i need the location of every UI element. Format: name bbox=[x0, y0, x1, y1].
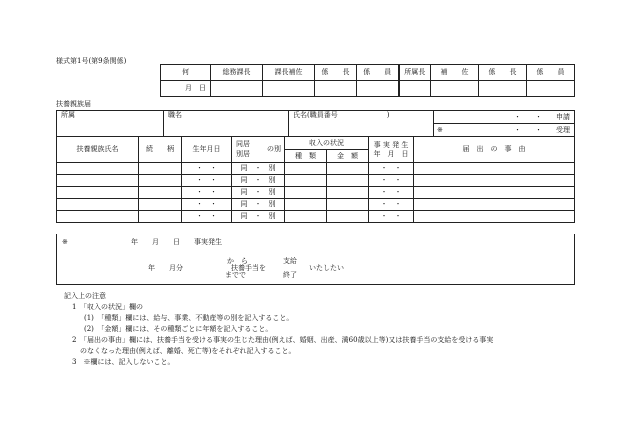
note-item: (2) 「金額」欄には、その種類ごとに年額を記入すること。 bbox=[84, 325, 273, 333]
position-field: 職名 bbox=[164, 111, 289, 137]
decision-kara: か ら bbox=[227, 257, 248, 265]
col-name: 扶養親族氏名 bbox=[57, 137, 139, 163]
routing-section-chief-2: 係 長 bbox=[479, 65, 527, 81]
decision-shuryo: 終了 bbox=[283, 271, 297, 279]
decision-fact-date: 年 月 日 事実発生 bbox=[131, 238, 222, 246]
routing-dept-head: 所属長 bbox=[399, 65, 431, 81]
col-income: 収入の状況 bbox=[285, 137, 369, 150]
routing-general-affairs-chief: 総務課長 bbox=[211, 65, 263, 81]
routing-staff: 係 員 bbox=[357, 65, 399, 81]
form-title: 扶養親族届 bbox=[56, 100, 91, 108]
decision-made: までで bbox=[225, 271, 246, 279]
routing-staff-2: 係 員 bbox=[527, 65, 575, 81]
col-cohabit: 同居 別居 の別 bbox=[232, 137, 285, 163]
applicant-header-table bbox=[56, 110, 575, 137]
notes-heading: 記入上の注意 bbox=[64, 292, 106, 300]
routing-date: 月 日 bbox=[161, 81, 211, 97]
table-row: ・ ・ 同 ・ 別 ・ ・ bbox=[57, 163, 575, 175]
routing-section-chief: 係 長 bbox=[315, 65, 357, 81]
apply-date: ・ ・ 申請 bbox=[434, 111, 575, 124]
dependents-table bbox=[56, 136, 575, 223]
name-field: 氏名(職員番号 ) bbox=[289, 111, 434, 137]
routing-deputy-chief: 課長補佐 bbox=[263, 65, 315, 81]
note-item: (1) 「種類」欄には、給与、事業、不動産等の別を記入すること。 bbox=[84, 314, 294, 322]
decision-month: 年 月分 bbox=[148, 264, 183, 272]
col-relation: 続 柄 bbox=[139, 137, 182, 163]
col-birth: 生年月日 bbox=[182, 137, 232, 163]
accept-date bbox=[434, 124, 575, 137]
note-item: のなくなった理由(例えば、離婚、死亡等)をそれぞれ記入すること。 bbox=[80, 347, 296, 355]
accept-mark: ※ bbox=[437, 126, 443, 134]
note-item: 1 「収入の状況」欄の bbox=[72, 303, 143, 311]
col-income-type: 種 類 bbox=[285, 150, 327, 163]
affiliation-field: 所属 bbox=[57, 111, 164, 137]
col-reason: 届 出 の 事 由 bbox=[414, 137, 575, 163]
table-row: ・ ・ 同 ・ 別 ・ ・ bbox=[57, 199, 575, 211]
decision-box bbox=[56, 234, 575, 285]
col-income-amount: 金 額 bbox=[327, 150, 369, 163]
decision-allowance: 扶養手当を bbox=[231, 264, 266, 272]
table-row: ・ ・ 同 ・ 別 ・ ・ bbox=[57, 211, 575, 223]
routing-assistant: 補 佐 bbox=[431, 65, 479, 81]
decision-itashitai: いたしたい bbox=[309, 264, 344, 272]
form-number: 様式第1号(第9条関係) bbox=[56, 57, 127, 65]
note-item: 3 ※欄には、記入しないこと。 bbox=[72, 358, 175, 366]
accept-text: ・ ・ 受理 bbox=[514, 126, 570, 134]
decision-shikyu: 支給 bbox=[283, 257, 297, 265]
decision-mark: ※ bbox=[62, 238, 68, 246]
table-row: ・ ・ 同 ・ 別 ・ ・ bbox=[57, 187, 575, 199]
routing-what: 何 bbox=[161, 65, 211, 81]
approval-routing-table bbox=[160, 64, 575, 97]
table-row: ・ ・ 同 ・ 別 ・ ・ bbox=[57, 175, 575, 187]
notes-section bbox=[64, 291, 494, 368]
note-item: 2 「届出の事由」欄には、扶養手当を受ける事実の生じた理由(例えば、婚姻、出産、満60歳以上等)又は扶養手当の支給を受ける事実 bbox=[72, 336, 494, 344]
col-fact-date: 事 実 発 生 年 月 日 bbox=[369, 137, 414, 163]
